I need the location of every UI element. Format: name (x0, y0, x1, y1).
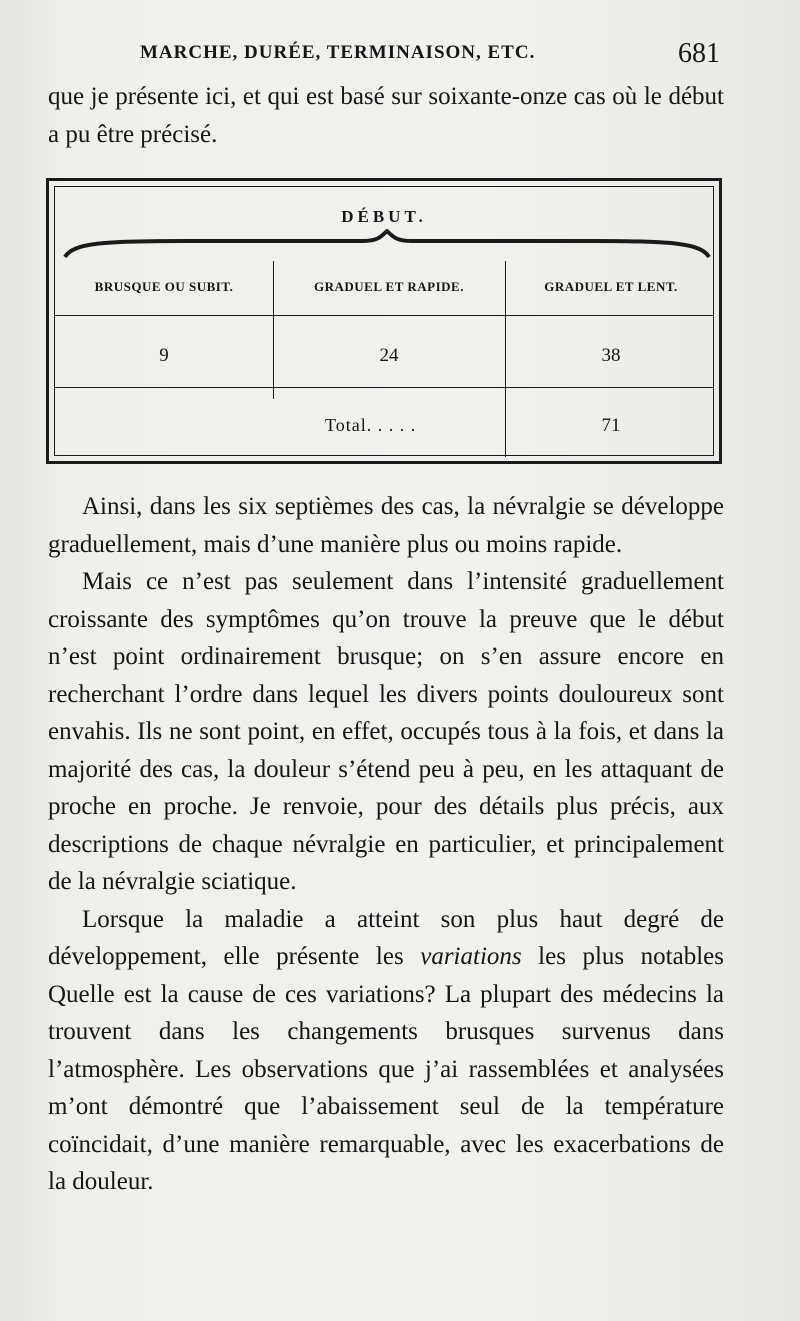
column-header-rapide: GRADUEL ET RAPIDE. (314, 279, 464, 294)
table-title: DÉBUT. (341, 207, 427, 226)
value-lent: 38 (601, 345, 621, 366)
page-header (140, 38, 720, 72)
total-label: Total. . . . . (325, 415, 417, 435)
brace-icon (63, 229, 711, 259)
value-rapide: 24 (379, 345, 399, 366)
table-rule (55, 387, 713, 388)
emphasized-word: variations (420, 943, 522, 970)
column-header-lent: GRADUEL ET LENT. (544, 279, 678, 294)
debut-table (46, 178, 722, 464)
column-header-brusque: BRUSQUE OU SUBIT. (94, 279, 234, 294)
intro-text: que je présente ici, et qui est basé sur soixante-onze cas où le début a pu être précisé. (48, 83, 724, 148)
paragraph-text: Lorsque la maladie a atteint son plus haut degré de développement, elle présente les (48, 905, 724, 970)
table-rule (55, 315, 713, 316)
table-divider (273, 261, 274, 399)
paragraph-text: les plus notables Quelle est la cause de ces variations? La plupart des médecins la trouvent dans les changements brusques survenus dans l’atmosphère. Les observations que j’ai rassemblées et analysées m’ont démontré que l’abaissement seul de la température coïncidait, d’une manière remarquable, avec les exacerbations de la douleur. (48, 943, 724, 1195)
total-value: 71 (601, 415, 621, 436)
paragraph (48, 901, 724, 1201)
page-number: 681 (678, 38, 720, 69)
running-title: MARCHE, DURÉE, TERMINAISON, ETC. (140, 42, 536, 63)
body-text (48, 488, 724, 1201)
value-brusque: 9 (159, 345, 169, 366)
table-inner-frame (54, 186, 714, 456)
paragraph: Mais ce n’est pas seulement dans l’intensité graduellement croissante des symptômes qu’on trouve la preuve que le début n’est point ordinairement brusque; on s’en assure encore en recherchant l’ordre dans lequel les divers points douloureux sont envahis. Ils ne sont point, en effet, occupés tous à la fois, et dans la majorité des cas, la douleur s’étend peu à peu, en les attaquant de proche en proche. Je renvoie, pour des détails plus précis, aux descriptions de chaque névralgie en particulier, et principalement de la névralgie sciatique. (48, 568, 724, 895)
intro-paragraph (48, 78, 724, 153)
paragraph: Ainsi, dans les six septièmes des cas, la névralgie se développe graduellement, mais d’une manière plus ou moins rapide. (48, 493, 724, 558)
